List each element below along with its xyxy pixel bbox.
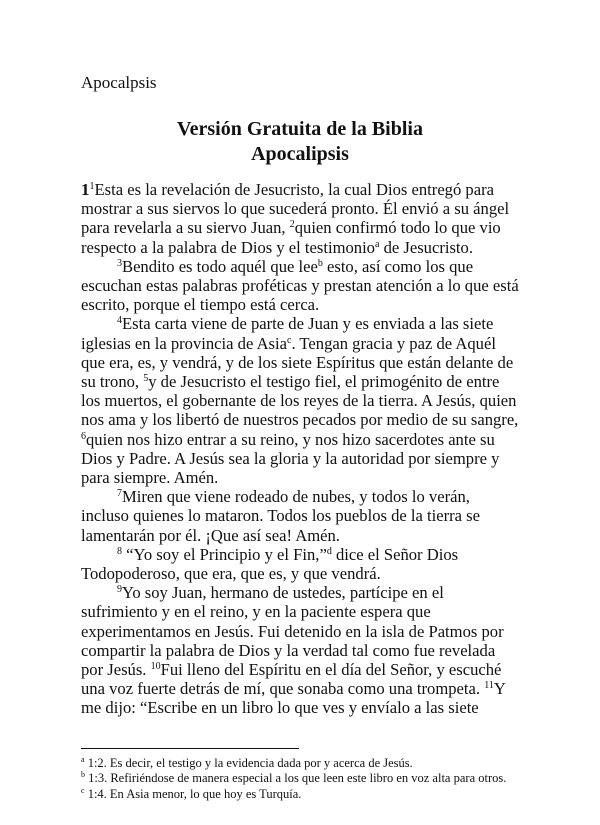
footnotes	[81, 756, 519, 802]
verse-text: Miren que viene rodeado de nubes, y todos lo verán, incluso quienes lo mataron. Todos los pueblos de la tierra se lamentarán por él. ¡Que así sea! Amén.	[81, 487, 481, 545]
verse-number: 4	[117, 315, 122, 327]
footnote	[81, 787, 519, 802]
document-title: Versión Gratuita de la Biblia	[177, 118, 423, 140]
verse-text: esto, así como los que escuchan estas palabras proféticas y prestan atención a lo que está escrito, porque el tiempo está cerca.	[81, 256, 519, 315]
verse-text: Esta carta viene de parte de Juan y es enviada a las siete iglesias en la provincia de Asia	[81, 314, 494, 353]
chapter-number: 1	[81, 180, 90, 199]
paragraph-verses-4-6	[81, 314, 519, 487]
footnote-mark: a	[81, 755, 85, 764]
verse-number: 2	[289, 219, 295, 231]
scripture-text	[81, 180, 519, 718]
footnote-marker[interactable]: c	[286, 334, 292, 346]
footnote-marker[interactable]: d	[326, 545, 332, 557]
paragraph-verse-8	[81, 545, 519, 583]
book-title: Apocalipsis	[251, 143, 349, 165]
verse-number: 11	[484, 680, 494, 692]
verse-text: y de Jesucristo el testigo fiel, el primogénito de entre los muertos, el gobernante de los reyes de la tierra. A Jesús, quien nos ama y los libertó de nuestros pecados por medio de su sangre,	[81, 372, 519, 430]
verse-number: 8	[117, 545, 122, 557]
footnote-text: 1:2. Es decir, el testigo y la evidencia dada por y acerca de Jesús.	[84, 756, 413, 770]
verse-number: 6	[81, 430, 86, 442]
verse-text: Yo soy Juan, hermano de ustedes, partícipe en el sufrimiento y en el reino, y en la paciente espera que experimentamos en Jesús. Fui detenido en la isla de Patmos por compartir la palabra de Dios y la verdad tal como fue revelada por Jesús.	[81, 583, 504, 680]
verse-text: de Jesucristo.	[379, 237, 473, 257]
footnote	[81, 771, 519, 786]
footnote	[81, 756, 519, 771]
verse-text: quien nos hizo entrar a su reino, y nos hizo sacerdotes ante su Dios y Padre. A Jesús sea la gloria y la autoridad por siempre y para siempre. Amén.	[81, 429, 500, 488]
verse-number: 9	[117, 584, 122, 596]
verse-number: 10	[150, 661, 161, 673]
verse-number: 3	[117, 257, 122, 269]
verse-text: dice el Señor Dios Todopoderoso, que era, que es, y que vendrá.	[81, 544, 459, 584]
verse-number: 5	[143, 373, 149, 385]
verse-text: Esta es la revelación de Jesucristo, la cual Dios entregó para mostrar a sus siervos lo que sucederá pronto. Él envió a su ángel para revelarla a su siervo Juan,	[81, 180, 510, 238]
verse-text: Y me dijo: “Escribe en un libro lo que ves y envíalo a las siete	[81, 679, 506, 718]
footnote-marker[interactable]: b	[317, 257, 323, 269]
verse-text: quien confirmó todo lo que vio respecto a la palabra de Dios y el testimonio	[81, 218, 501, 257]
verse-text: Fui lleno del Espíritu en el día del Señor, y escuché una voz fuerte detrás de mí, que sonaba como una trompeta.	[81, 660, 502, 699]
footnote-text: 1:4. En Asia menor, lo que hoy es Turquía.	[84, 786, 302, 801]
verse-number: 1	[89, 181, 95, 192]
footnote-mark: b	[81, 770, 85, 780]
verse-text: Bendito es todo aquél que lee	[122, 256, 318, 276]
running-header: Apocalpsis	[81, 73, 157, 92]
paragraph-verse-7	[81, 487, 519, 545]
footnote-mark: c	[81, 785, 85, 795]
paragraph-verses-9-11	[81, 583, 519, 717]
footnote-text: 1:3. Refiriéndose de manera especial a los que leen este libro en voz alta para otros.	[85, 771, 507, 786]
verse-text: “Yo soy el Principio y el Fin,”	[122, 544, 327, 564]
footnote-marker[interactable]: a	[374, 238, 380, 250]
verse-number: 7	[117, 488, 122, 500]
verse-text: . Tengan gracia y paz de Aquél que era, es, y vendrá, y de los siete Espíritus que están delante de su trono,	[81, 333, 514, 392]
paragraph-verses-1-2	[81, 180, 519, 257]
paragraph-verse-3	[81, 257, 519, 315]
footnote-separator	[81, 748, 299, 749]
